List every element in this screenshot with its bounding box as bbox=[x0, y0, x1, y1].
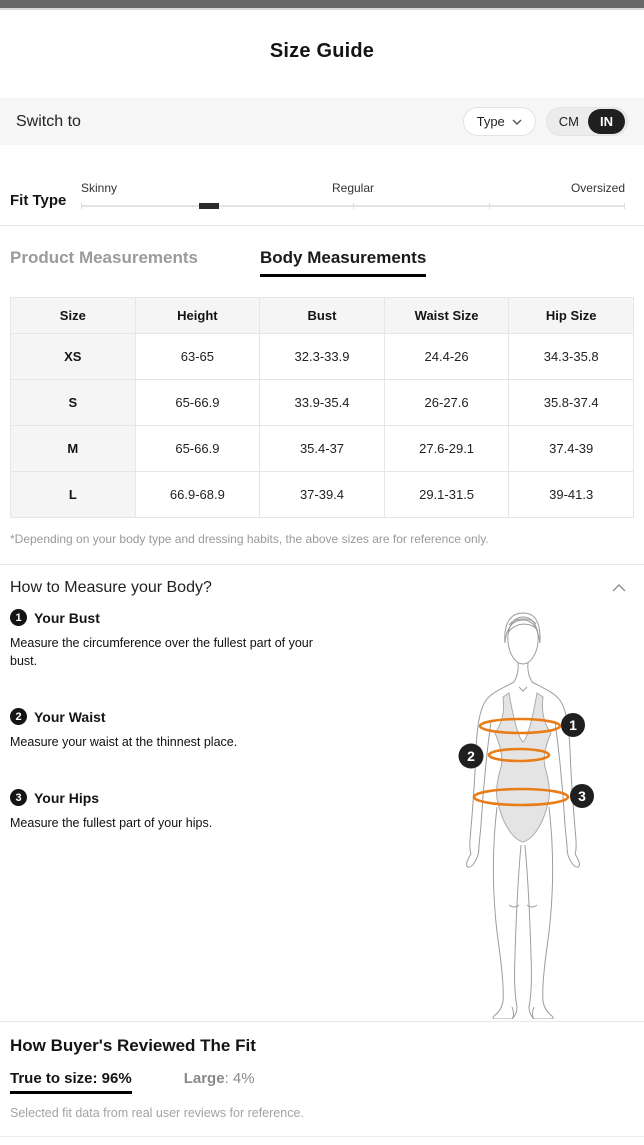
switch-bar bbox=[0, 98, 644, 145]
col-header-size: Size bbox=[11, 298, 136, 334]
step-3-description: Measure the fullest part of your hips. bbox=[10, 816, 213, 831]
step-2-badge: 2 bbox=[10, 708, 27, 725]
fit-review-stats bbox=[10, 1070, 634, 1094]
stat-large[interactable] bbox=[184, 1070, 255, 1087]
table-row bbox=[11, 426, 634, 472]
cell-waist: 29.1-31.5 bbox=[384, 472, 509, 518]
cell-height: 65-66.9 bbox=[135, 426, 260, 472]
list-item bbox=[10, 708, 420, 751]
window-top-bar bbox=[0, 0, 644, 10]
step-1-badge: 1 bbox=[10, 609, 27, 626]
svg-text:3: 3 bbox=[578, 788, 586, 804]
step-head bbox=[10, 708, 420, 725]
cell-bust: 37-39.4 bbox=[260, 472, 385, 518]
fit-type-label: Fit Type bbox=[10, 192, 67, 209]
col-header-hip: Hip Size bbox=[509, 298, 634, 334]
bust-badge bbox=[561, 713, 585, 737]
table-footnote: *Depending on your body type and dressing habits, the above sizes are for reference only. bbox=[10, 532, 489, 546]
step-1-title: Your Bust bbox=[34, 609, 100, 626]
bust-band bbox=[480, 719, 560, 733]
fit-type-slider-indicator[interactable] bbox=[199, 203, 219, 209]
measure-section-header[interactable] bbox=[0, 565, 644, 597]
cell-waist: 27.6-29.1 bbox=[384, 426, 509, 472]
cell-size: M bbox=[11, 426, 136, 472]
cell-height: 66.9-68.9 bbox=[135, 472, 260, 518]
fit-label-regular: Regular bbox=[331, 181, 375, 195]
type-dropdown-label: Type bbox=[476, 114, 505, 129]
cell-size: L bbox=[11, 472, 136, 518]
unit-toggle[interactable] bbox=[546, 107, 628, 136]
fit-label-oversized: Oversized bbox=[570, 181, 625, 195]
measurement-tabs bbox=[0, 226, 644, 277]
type-dropdown-button[interactable] bbox=[463, 107, 536, 136]
measure-section-body bbox=[0, 609, 644, 1021]
unit-option-in-selected[interactable]: IN bbox=[588, 109, 625, 134]
svg-text:1: 1 bbox=[569, 717, 577, 733]
fit-review-note: Selected fit data from real user reviews for reference. bbox=[10, 1106, 304, 1120]
chevron-down-icon bbox=[512, 119, 522, 125]
stat-true-to-size[interactable]: True to size: 96% bbox=[10, 1070, 132, 1094]
stat-large-label: Large bbox=[183, 1070, 225, 1087]
fit-label-skinny: Skinny bbox=[81, 181, 118, 195]
stat-large-value: : 4% bbox=[224, 1070, 255, 1087]
hips-badge bbox=[570, 784, 594, 808]
cell-hip: 37.4-39 bbox=[509, 426, 634, 472]
cell-size: XS bbox=[11, 334, 136, 380]
cell-height: 65-66.9 bbox=[135, 380, 260, 426]
slider-tick bbox=[81, 203, 82, 209]
size-table bbox=[10, 297, 634, 518]
col-header-height: Height bbox=[135, 298, 260, 334]
step-head bbox=[10, 789, 420, 806]
step-3-title: Your Hips bbox=[34, 789, 100, 806]
cell-bust: 32.3-33.9 bbox=[260, 334, 385, 380]
fit-type-slider[interactable] bbox=[81, 181, 625, 211]
cell-hip: 39-41.3 bbox=[509, 472, 634, 518]
tab-body-measurements[interactable]: Body Measurements bbox=[260, 248, 426, 277]
fit-review-section bbox=[0, 1022, 644, 1120]
table-row bbox=[11, 380, 634, 426]
waist-badge bbox=[459, 744, 484, 769]
step-3-badge: 3 bbox=[10, 789, 27, 806]
step-1-description: Measure the circumference over the fullest part of your bust. bbox=[10, 636, 313, 669]
step-2-description: Measure your waist at the thinnest place. bbox=[10, 735, 238, 750]
slider-tick bbox=[624, 203, 625, 209]
cell-waist: 24.4-26 bbox=[384, 334, 509, 380]
cell-bust: 35.4-37 bbox=[260, 426, 385, 472]
col-header-bust: Bust bbox=[260, 298, 385, 334]
cell-hip: 35.8-37.4 bbox=[509, 380, 634, 426]
tab-product-measurements[interactable]: Product Measurements bbox=[10, 248, 198, 267]
list-item bbox=[10, 789, 420, 832]
measure-section-title: How to Measure your Body? bbox=[10, 579, 212, 596]
fit-type-slider-track[interactable] bbox=[81, 205, 625, 207]
svg-text:2: 2 bbox=[467, 748, 475, 764]
switch-controls bbox=[463, 107, 628, 136]
step-head bbox=[10, 609, 420, 626]
chevron-up-icon bbox=[612, 584, 626, 592]
cell-hip: 34.3-35.8 bbox=[509, 334, 634, 380]
fit-type-slider-labels bbox=[81, 181, 625, 197]
divider bbox=[0, 1136, 644, 1137]
table-row bbox=[11, 334, 634, 380]
cell-bust: 33.9-35.4 bbox=[260, 380, 385, 426]
size-table-header-row bbox=[11, 298, 634, 334]
step-2-title: Your Waist bbox=[34, 708, 106, 725]
slider-tick bbox=[489, 203, 490, 209]
page-title: Size Guide bbox=[269, 40, 375, 62]
cell-height: 63-65 bbox=[135, 334, 260, 380]
list-item bbox=[10, 609, 420, 670]
fit-review-title: How Buyer's Reviewed The Fit bbox=[10, 1036, 256, 1055]
cell-waist: 26-27.6 bbox=[384, 380, 509, 426]
unit-option-cm[interactable]: CM bbox=[558, 114, 579, 129]
switch-to-label: Switch to bbox=[16, 112, 81, 130]
cell-size: S bbox=[11, 380, 136, 426]
fit-type-row bbox=[0, 181, 644, 211]
measure-steps-list bbox=[0, 609, 420, 833]
slider-tick bbox=[353, 203, 354, 209]
col-header-waist: Waist Size bbox=[384, 298, 509, 334]
body-measurement-illustration bbox=[437, 609, 627, 1019]
table-row bbox=[11, 472, 634, 518]
